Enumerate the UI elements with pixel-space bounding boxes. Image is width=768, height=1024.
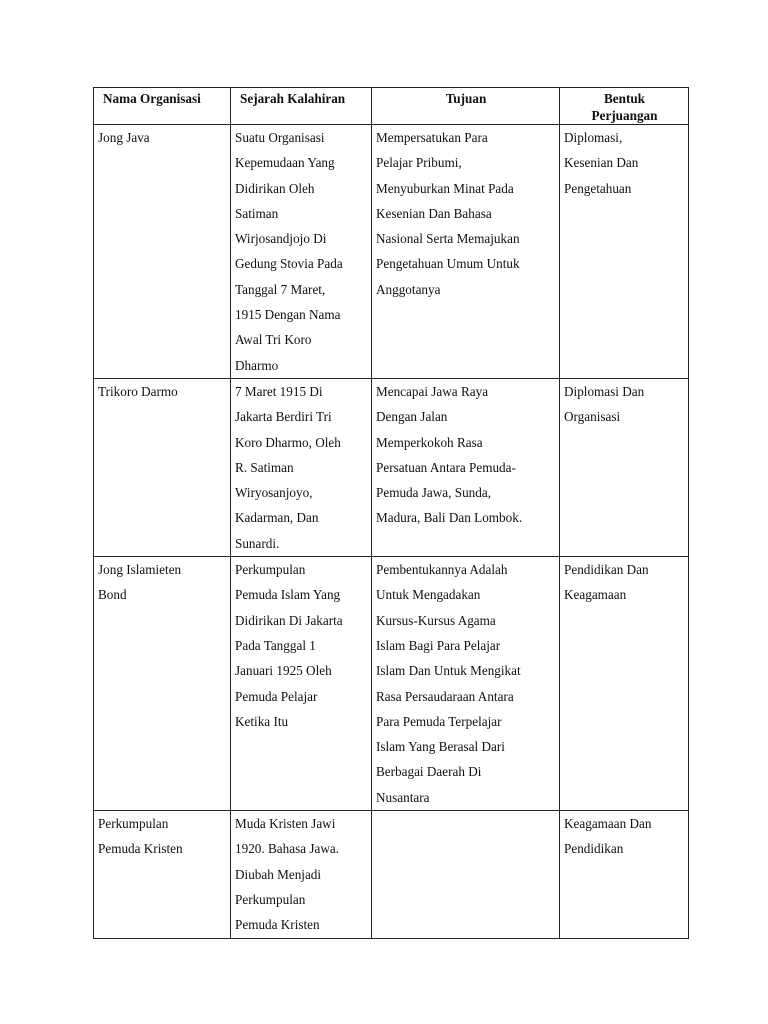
cell-nama: Perkumpulan Pemuda Kristen xyxy=(94,811,231,938)
cell-nama: Jong Islamieten Bond xyxy=(94,557,231,811)
table-row xyxy=(94,557,689,811)
cell-bentuk: Diplomasi, Kesenian Dan Pengetahuan xyxy=(560,125,689,379)
header-nama-organisasi: Nama Organisasi xyxy=(94,88,231,125)
cell-bentuk: Diplomasi Dan Organisasi xyxy=(560,378,689,556)
cell-tujuan xyxy=(372,811,560,938)
cell-bentuk: Keagamaan Dan Pendidikan xyxy=(560,811,689,938)
table-header-row xyxy=(94,88,689,125)
cell-sejarah: Suatu Organisasi Kepemudaan Yang Didirikan Oleh Satiman Wirjosandjojo Di Gedung Stovia Pada Tanggal 7 Maret, 1915 Dengan Nama Awal Tri Koro Dharmo xyxy=(231,125,372,379)
cell-tujuan: Mencapai Jawa Raya Dengan Jalan Memperkokoh Rasa Persatuan Antara Pemuda- Pemuda Jawa, Sunda, Madura, Bali Dan Lombok. xyxy=(372,378,560,556)
header-tujuan: Tujuan xyxy=(372,88,560,125)
cell-nama: Trikoro Darmo xyxy=(94,378,231,556)
header-bentuk-perjuangan: Bentuk Perjuangan xyxy=(560,88,689,125)
cell-sejarah: 7 Maret 1915 Di Jakarta Berdiri Tri Koro Dharmo, Oleh R. Satiman Wiryosanjoyo, Kadarman, Dan Sunardi. xyxy=(231,378,372,556)
cell-tujuan: Mempersatukan Para Pelajar Pribumi, Menyuburkan Minat Pada Kesenian Dan Bahasa Nasional Serta Memajukan Pengetahuan Umum Untuk Anggotanya xyxy=(372,125,560,379)
cell-bentuk: Pendidikan Dan Keagamaan xyxy=(560,557,689,811)
organization-table xyxy=(93,87,689,939)
table-row xyxy=(94,811,689,938)
table-row xyxy=(94,125,689,379)
table-row xyxy=(94,378,689,556)
header-sejarah-kalahiran: Sejarah Kalahiran xyxy=(231,88,372,125)
cell-sejarah: Muda Kristen Jawi 1920. Bahasa Jawa. Diubah Menjadi Perkumpulan Pemuda Kristen xyxy=(231,811,372,938)
cell-sejarah: Perkumpulan Pemuda Islam Yang Didirikan Di Jakarta Pada Tanggal 1 Januari 1925 Oleh Pemuda Pelajar Ketika Itu xyxy=(231,557,372,811)
cell-tujuan: Pembentukannya Adalah Untuk Mengadakan Kursus-Kursus Agama Islam Bagi Para Pelajar Islam Dan Untuk Mengikat Rasa Persaudaraan Antara Para Pemuda Terpelajar Islam Yang Berasal Dari Berbagai Daerah Di Nusantara xyxy=(372,557,560,811)
cell-nama: Jong Java xyxy=(94,125,231,379)
